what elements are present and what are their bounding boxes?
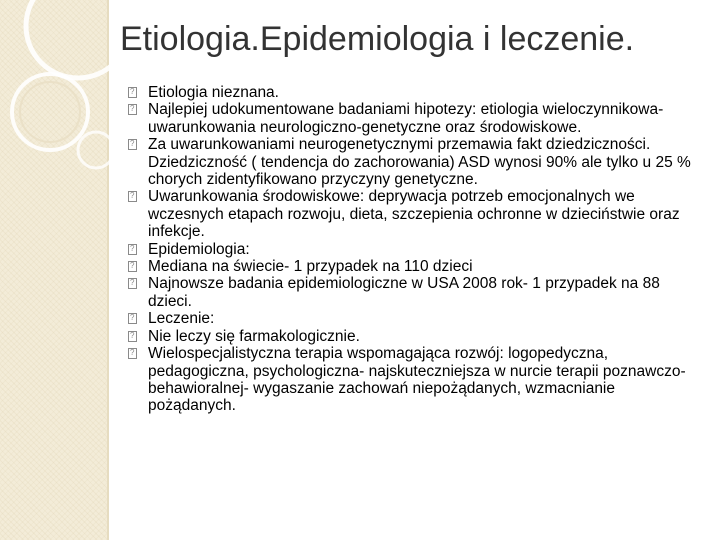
missing-glyph-bullet-icon	[128, 331, 137, 342]
missing-glyph-bullet-icon	[128, 261, 137, 272]
list-item	[128, 310, 698, 327]
list-item-text: Najlepiej udokumentowane badaniami hipotezy: etiologia wieloczynnikowa- uwarunkowania neurologiczno-genetyczne oraz środowiskowe.	[148, 101, 664, 136]
missing-glyph-bullet-icon	[128, 104, 137, 115]
deco-circle-medium	[12, 74, 88, 150]
missing-glyph-bullet-icon	[128, 348, 137, 359]
list-item	[128, 136, 698, 188]
missing-glyph-bullet-icon	[128, 313, 137, 324]
deco-circle-small	[78, 132, 114, 168]
missing-glyph-bullet-icon	[128, 139, 137, 150]
list-item-text: Etiologia nieznana.	[148, 84, 279, 101]
list-item	[128, 241, 698, 258]
missing-glyph-bullet-icon	[128, 278, 137, 289]
list-item-text: Leczenie:	[148, 310, 215, 328]
list-item-text: Za uwarunkowaniami neurogenetycznymi przemawia fakt dziedziczności. Dziedziczność ( tendencja do zachorowania) ASD wynosi 90% ale tylko u 25 % chorych zidentyfikowano przyczyny genetyczne.	[148, 136, 691, 189]
list-item	[128, 258, 698, 275]
list-item-text: Mediana na świecie- 1 przypadek na 110 dzieci	[148, 258, 473, 276]
list-item	[128, 188, 698, 240]
deco-circle-large	[26, 0, 130, 78]
missing-glyph-bullet-icon	[128, 191, 137, 202]
list-item-text: Uwarunkowania środowiskowe: deprywacja potrzeb emocjonalnych we wczesnych etapach rozwoju, dieta, szczepienia ochronne w dzieciństwie oraz infekcje.	[148, 188, 680, 241]
list-item	[128, 345, 698, 415]
list-item-text: Wielospecjalistyczna terapia wspomagająca rozwój: logopedyczna, pedagogiczna, psychologiczna- najskuteczniejsza w nurcie terapii poznawczo-behawioralnej- wygaszanie zachowań niepożądanych, wzmacnianie pożądanych.	[148, 345, 686, 415]
list-item-text: Nie leczy się farmakologicznie.	[148, 327, 360, 345]
list-item	[128, 328, 698, 345]
list-item	[128, 275, 698, 310]
bullet-list	[128, 84, 698, 415]
list-item-text: Najnowsze badania epidemiologiczne w USA 2008 rok- 1 przypadek na 88 dzieci.	[148, 275, 660, 310]
list-item-text: Epidemiologia:	[148, 240, 250, 258]
slide-title: Etiologia.Epidemiologia i leczenie.	[120, 20, 635, 58]
list-item	[128, 84, 698, 101]
missing-glyph-bullet-icon	[128, 244, 137, 255]
list-item	[128, 101, 698, 136]
missing-glyph-bullet-icon	[128, 87, 137, 98]
deco-circle-inner	[20, 82, 80, 142]
